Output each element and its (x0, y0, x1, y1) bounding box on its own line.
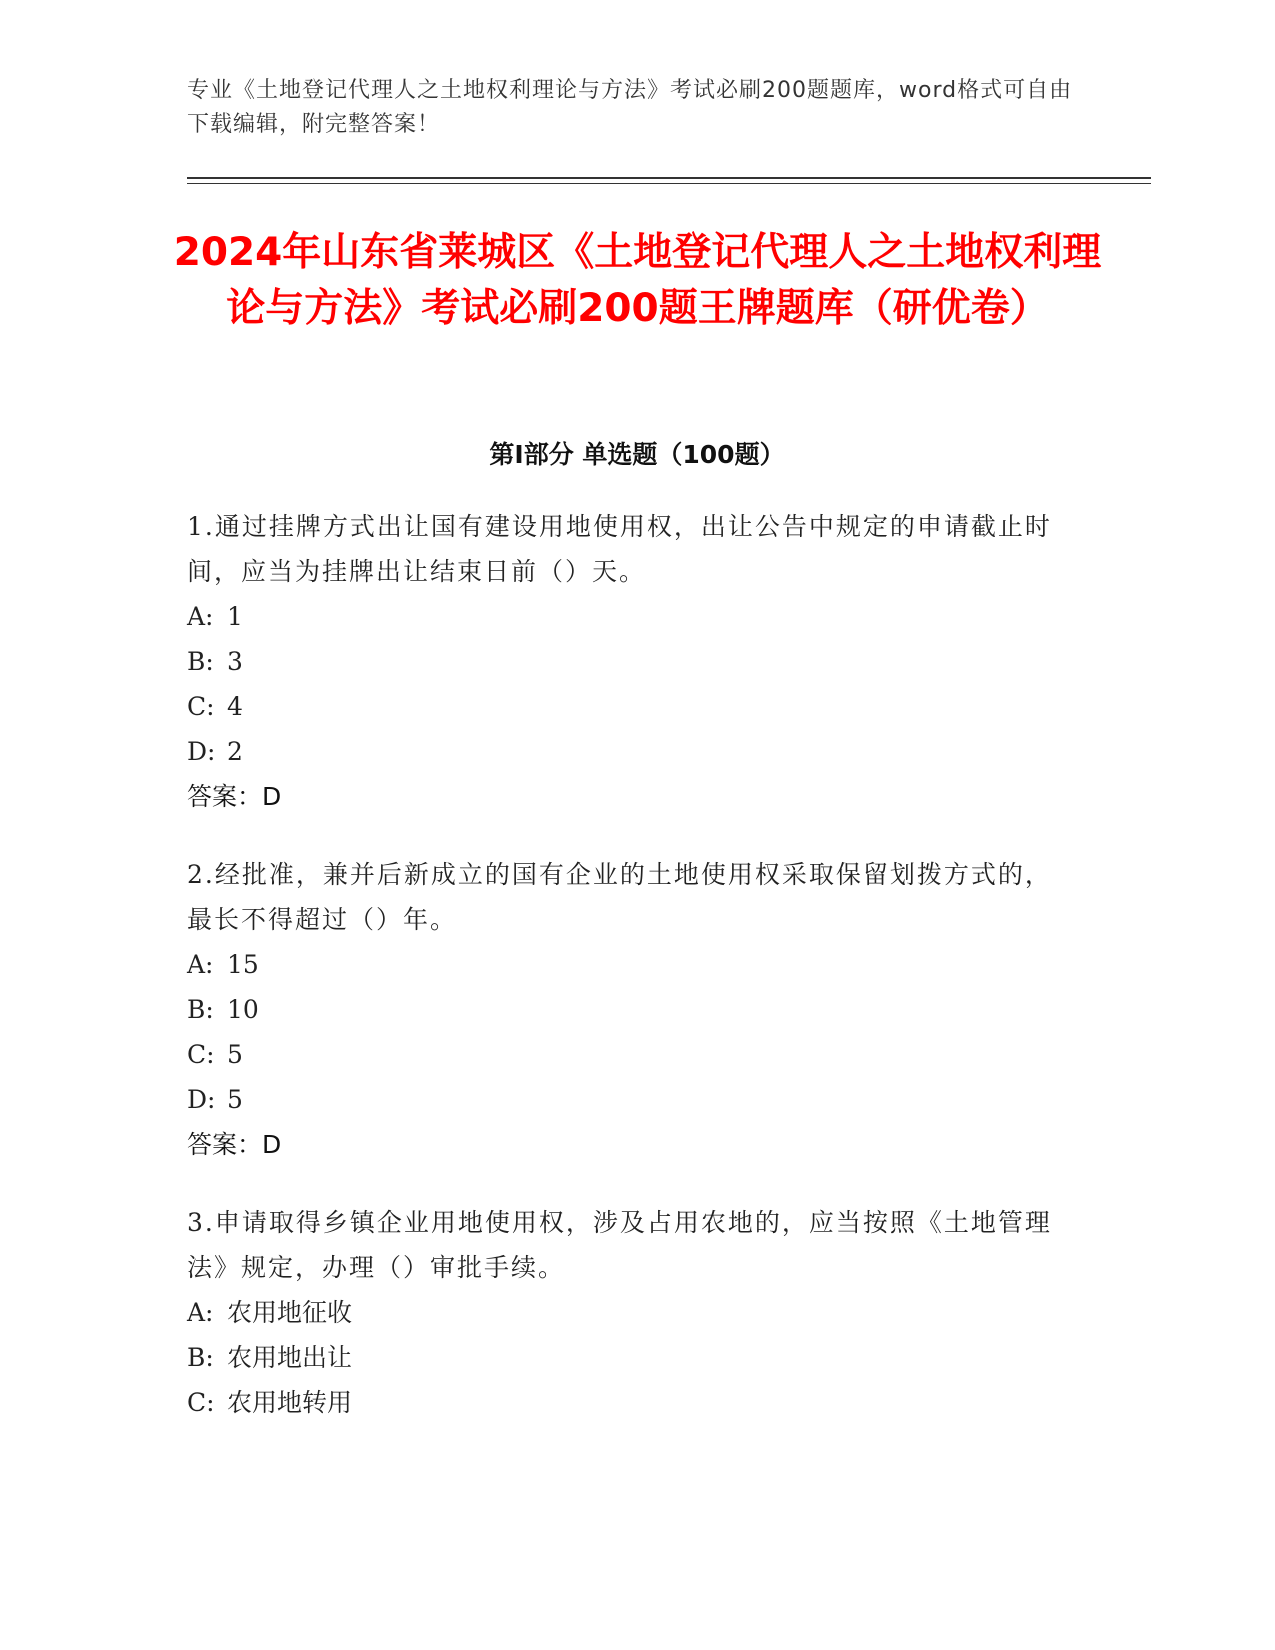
option-text: 3 (227, 647, 243, 676)
option-c (187, 684, 1067, 729)
option-d (187, 729, 1067, 774)
option-label: C: (187, 1388, 215, 1417)
option-label: C: (187, 692, 215, 721)
option-text: 5 (227, 1040, 243, 1069)
option-text: 5 (227, 1085, 243, 1114)
option-text: 2 (227, 737, 243, 766)
option-a (187, 942, 1067, 987)
question-stem: 2.经批准，兼并后新成立的国有企业的土地使用权采取保留划拨方式的，最长不得超过（）年。 (187, 860, 1052, 934)
question-stem: 3.申请取得乡镇企业用地使用权，涉及占用农地的，应当按照《土地管理法》规定，办理（）审批手续。 (187, 1208, 1052, 1282)
option-label: D: (187, 737, 216, 766)
question-3 (187, 1200, 1067, 1425)
option-d (187, 1077, 1067, 1122)
option-c (187, 1380, 1067, 1425)
option-text: 农用地出让 (227, 1343, 353, 1372)
question-1 (187, 504, 1067, 819)
option-a (187, 1290, 1067, 1335)
option-a (187, 594, 1067, 639)
question-2 (187, 852, 1067, 1167)
option-text: 1 (227, 602, 243, 631)
question-stem: 1.通过挂牌方式出让国有建设用地使用权，出让公告中规定的申请截止时间，应当为挂牌出让结束日前（）天。 (187, 512, 1052, 586)
option-label: A: (187, 1298, 214, 1327)
header-note: 专业《土地登记代理人之土地权利理论与方法》考试必刷200题题库，word格式可自由下载编辑，附完整答案！ (187, 78, 1073, 137)
option-label: B: (187, 995, 214, 1024)
option-label: A: (187, 950, 214, 979)
option-c (187, 1032, 1067, 1077)
option-text: 农用地征收 (227, 1298, 353, 1327)
option-b (187, 987, 1067, 1032)
option-label: B: (187, 647, 214, 676)
header-rule-thick (187, 177, 1151, 179)
option-label: D: (187, 1085, 216, 1114)
section-title: 第I部分 单选题（100题） (489, 440, 785, 469)
option-text: 农用地转用 (227, 1388, 353, 1417)
option-label: A: (187, 602, 214, 631)
document-title: 2024年山东省莱城区《土地登记代理人之土地权利理论与方法》考试必刷200题王牌题库（研优卷） (173, 230, 1102, 331)
option-label: B: (187, 1343, 214, 1372)
option-text: 10 (227, 995, 259, 1024)
option-text: 4 (227, 692, 243, 721)
option-b (187, 639, 1067, 684)
header-rule-thin (187, 183, 1151, 184)
answer-line: 答案：D (187, 1130, 282, 1159)
option-text: 15 (227, 950, 259, 979)
option-b (187, 1335, 1067, 1380)
option-label: C: (187, 1040, 215, 1069)
answer-line: 答案：D (187, 782, 282, 811)
